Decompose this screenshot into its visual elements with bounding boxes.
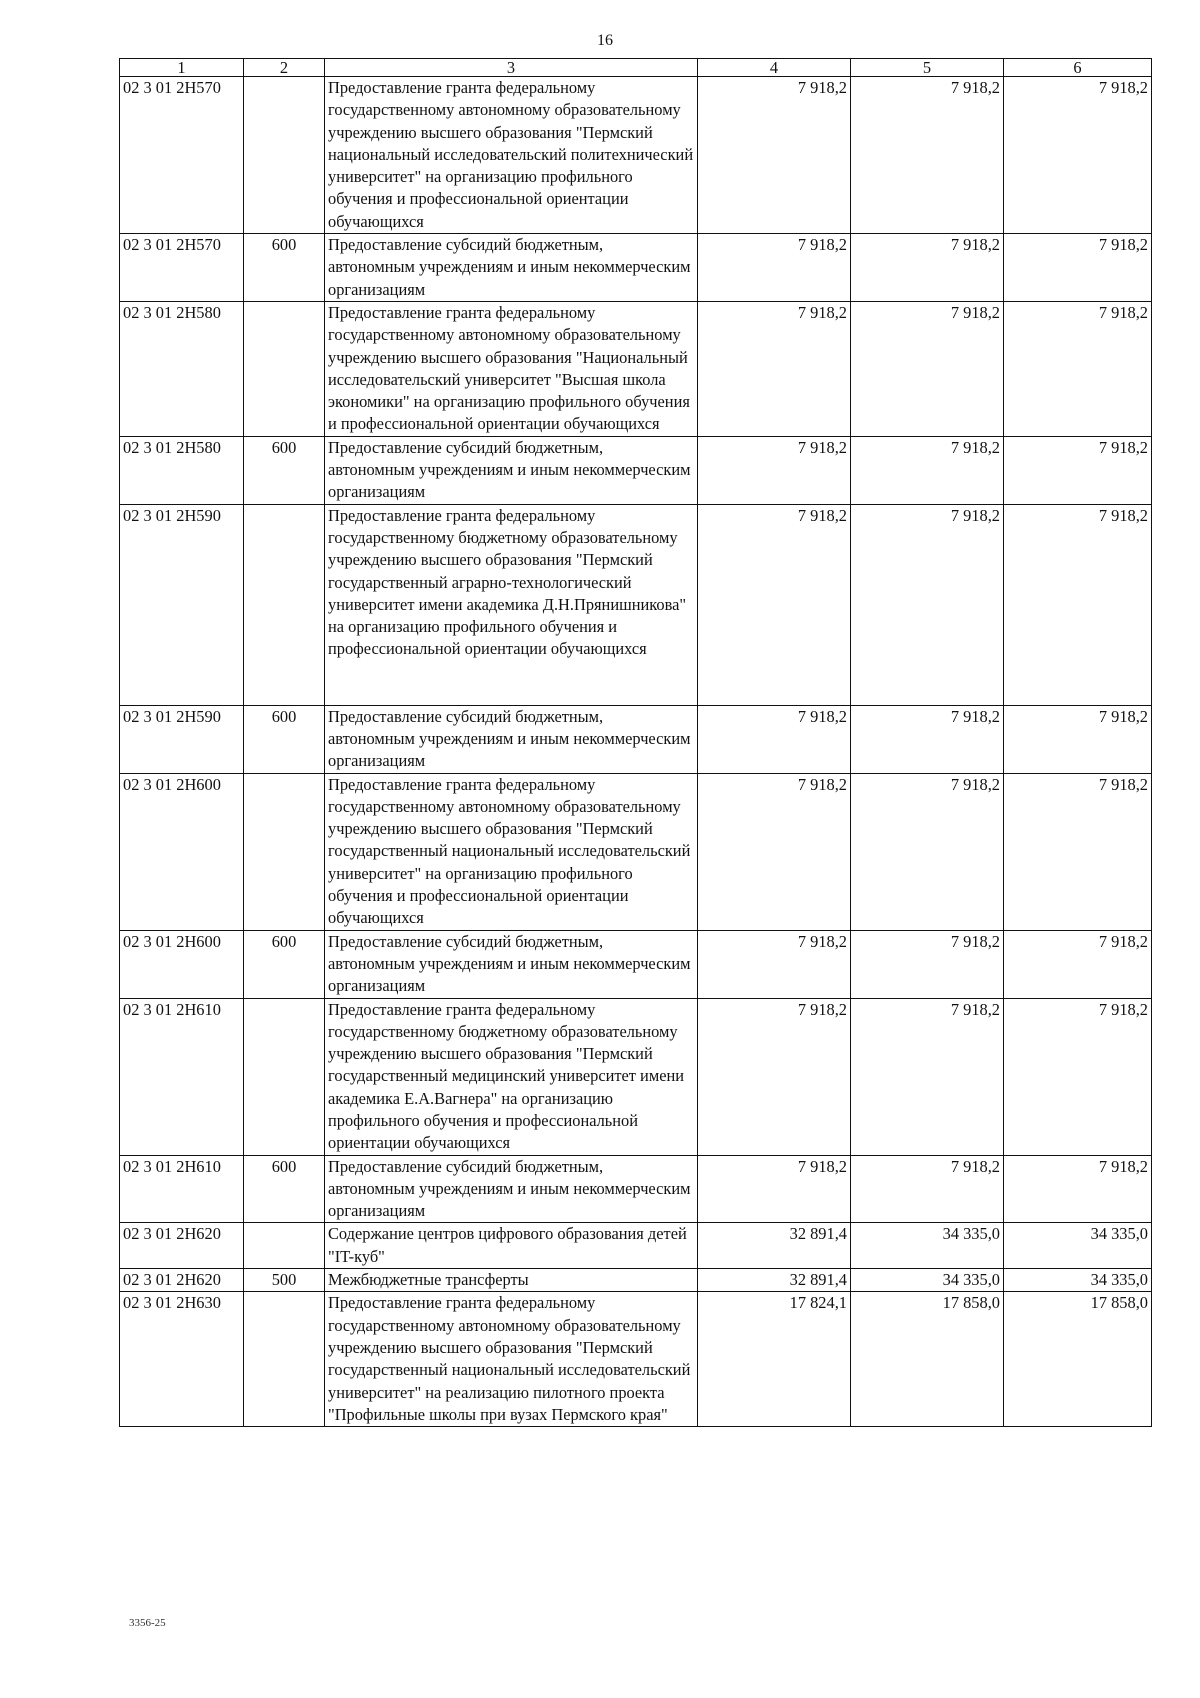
expense-type-code — [244, 998, 325, 1155]
amount-year-3: 17 858,0 — [1004, 1292, 1152, 1427]
expense-type-code: 600 — [244, 234, 325, 302]
amount-year-2: 7 918,2 — [851, 998, 1004, 1155]
table-row — [120, 705, 1152, 773]
item-name: Предоставление субсидий бюджетным, автономным учреждениям и иным некоммерческим организациям — [325, 1155, 698, 1223]
column-header-6: 6 — [1004, 59, 1152, 77]
target-article-code: 02 3 01 2Н630 — [120, 1292, 244, 1427]
amount-year-1: 7 918,2 — [698, 234, 851, 302]
column-header-3: 3 — [325, 59, 698, 77]
amount-year-2: 7 918,2 — [851, 301, 1004, 436]
expense-type-code — [244, 77, 325, 234]
amount-year-3: 7 918,2 — [1004, 77, 1152, 234]
item-name: Предоставление субсидий бюджетным, автономным учреждениям и иным некоммерческим организациям — [325, 705, 698, 773]
column-header-4: 4 — [698, 59, 851, 77]
amount-year-1: 17 824,1 — [698, 1292, 851, 1427]
amount-year-2: 34 335,0 — [851, 1269, 1004, 1292]
target-article-code: 02 3 01 2Н580 — [120, 436, 244, 504]
amount-year-2: 34 335,0 — [851, 1223, 1004, 1269]
table-row — [120, 998, 1152, 1155]
amount-year-2: 7 918,2 — [851, 234, 1004, 302]
amount-year-2: 7 918,2 — [851, 504, 1004, 705]
amount-year-3: 7 918,2 — [1004, 1155, 1152, 1223]
amount-year-1: 7 918,2 — [698, 773, 851, 930]
target-article-code: 02 3 01 2Н610 — [120, 998, 244, 1155]
amount-year-2: 7 918,2 — [851, 77, 1004, 234]
table-row — [120, 504, 1152, 705]
column-header-2: 2 — [244, 59, 325, 77]
amount-year-1: 7 918,2 — [698, 998, 851, 1155]
amount-year-2: 7 918,2 — [851, 773, 1004, 930]
expense-type-code — [244, 504, 325, 705]
amount-year-3: 7 918,2 — [1004, 773, 1152, 930]
amount-year-2: 17 858,0 — [851, 1292, 1004, 1427]
amount-year-1: 32 891,4 — [698, 1223, 851, 1269]
table-row — [120, 301, 1152, 436]
amount-year-3: 7 918,2 — [1004, 930, 1152, 998]
table-row — [120, 436, 1152, 504]
amount-year-1: 7 918,2 — [698, 705, 851, 773]
amount-year-2: 7 918,2 — [851, 930, 1004, 998]
amount-year-1: 7 918,2 — [698, 77, 851, 234]
target-article-code: 02 3 01 2Н620 — [120, 1223, 244, 1269]
target-article-code: 02 3 01 2Н600 — [120, 773, 244, 930]
column-header-5: 5 — [851, 59, 1004, 77]
expense-type-code: 600 — [244, 705, 325, 773]
table-row — [120, 1292, 1152, 1427]
amount-year-3: 7 918,2 — [1004, 436, 1152, 504]
amount-year-1: 7 918,2 — [698, 1155, 851, 1223]
item-name: Предоставление субсидий бюджетным, автономным учреждениям и иным некоммерческим организациям — [325, 930, 698, 998]
table-row — [120, 930, 1152, 998]
expense-type-code — [244, 1292, 325, 1427]
amount-year-2: 7 918,2 — [851, 1155, 1004, 1223]
item-name: Предоставление гранта федеральному государственному автономному образовательному учреждению высшего образования "Пермский государственный национальный исследовательский университет" на организацию профильного обучения и профессиональной ориентации обучающихся — [325, 773, 698, 930]
table-row — [120, 77, 1152, 234]
target-article-code: 02 3 01 2Н580 — [120, 301, 244, 436]
item-name: Предоставление субсидий бюджетным, автономным учреждениям и иным некоммерческим организациям — [325, 436, 698, 504]
table-row — [120, 1269, 1152, 1292]
table-row — [120, 1223, 1152, 1269]
item-name: Предоставление субсидий бюджетным, автономным учреждениям и иным некоммерческим организациям — [325, 234, 698, 302]
expense-type-code: 500 — [244, 1269, 325, 1292]
expense-type-code — [244, 773, 325, 930]
column-header-1: 1 — [120, 59, 244, 77]
target-article-code: 02 3 01 2Н620 — [120, 1269, 244, 1292]
item-name: Предоставление гранта федеральному государственному автономному образовательному учреждению высшего образования "Национальный исследовательский университет "Высшая школа экономики" на организацию профильного обучения и профессиональной ориентации обучающихся — [325, 301, 698, 436]
item-name: Предоставление гранта федеральному государственному бюджетному образовательному учреждению высшего образования "Пермский государственный медицинский университет имени академика Е.А.Вагнера" на организацию профильного обучения и профессиональной ориентации обучающихся — [325, 998, 698, 1155]
expense-type-code: 600 — [244, 436, 325, 504]
amount-year-3: 34 335,0 — [1004, 1269, 1152, 1292]
amount-year-1: 7 918,2 — [698, 930, 851, 998]
table-row — [120, 1155, 1152, 1223]
amount-year-3: 34 335,0 — [1004, 1223, 1152, 1269]
amount-year-2: 7 918,2 — [851, 436, 1004, 504]
item-name: Содержание центров цифрового образования детей "IT-куб" — [325, 1223, 698, 1269]
expense-type-code: 600 — [244, 930, 325, 998]
target-article-code: 02 3 01 2Н590 — [120, 705, 244, 773]
amount-year-1: 7 918,2 — [698, 436, 851, 504]
item-name: Предоставление гранта федеральному государственному автономному образовательному учреждению высшего образования "Пермский государственный национальный исследовательский университет" на реализацию пилотного проекта "Профильные школы при вузах Пермского края" — [325, 1292, 698, 1427]
item-name: Межбюджетные трансферты — [325, 1269, 698, 1292]
table-row — [120, 234, 1152, 302]
amount-year-3: 7 918,2 — [1004, 504, 1152, 705]
target-article-code: 02 3 01 2Н570 — [120, 234, 244, 302]
table-header-row — [120, 59, 1152, 77]
target-article-code: 02 3 01 2Н570 — [120, 77, 244, 234]
amount-year-3: 7 918,2 — [1004, 705, 1152, 773]
page-number: 16 — [597, 32, 613, 49]
table-row — [120, 773, 1152, 930]
amount-year-1: 32 891,4 — [698, 1269, 851, 1292]
expense-type-code — [244, 1223, 325, 1269]
amount-year-2: 7 918,2 — [851, 705, 1004, 773]
target-article-code: 02 3 01 2Н590 — [120, 504, 244, 705]
expense-type-code: 600 — [244, 1155, 325, 1223]
amount-year-3: 7 918,2 — [1004, 234, 1152, 302]
amount-year-3: 7 918,2 — [1004, 301, 1152, 436]
budget-table — [119, 58, 1152, 1427]
target-article-code: 02 3 01 2Н600 — [120, 930, 244, 998]
item-name: Предоставление гранта федеральному государственному автономному образовательному учреждению высшего образования "Пермский национальный исследовательский политехнический университет" на организацию профильного обучения и профессиональной ориентации обучающихся — [325, 77, 698, 234]
item-name: Предоставление гранта федеральному государственному бюджетному образовательному учреждению высшего образования "Пермский государственный аграрно-технологический университет имени академика Д.Н.Прянишникова" на организацию профильного обучения и профессиональной ориентации обучающихся — [325, 504, 698, 705]
document-code: 3356-25 — [129, 1617, 166, 1629]
amount-year-1: 7 918,2 — [698, 301, 851, 436]
target-article-code: 02 3 01 2Н610 — [120, 1155, 244, 1223]
amount-year-3: 7 918,2 — [1004, 998, 1152, 1155]
expense-type-code — [244, 301, 325, 436]
amount-year-1: 7 918,2 — [698, 504, 851, 705]
